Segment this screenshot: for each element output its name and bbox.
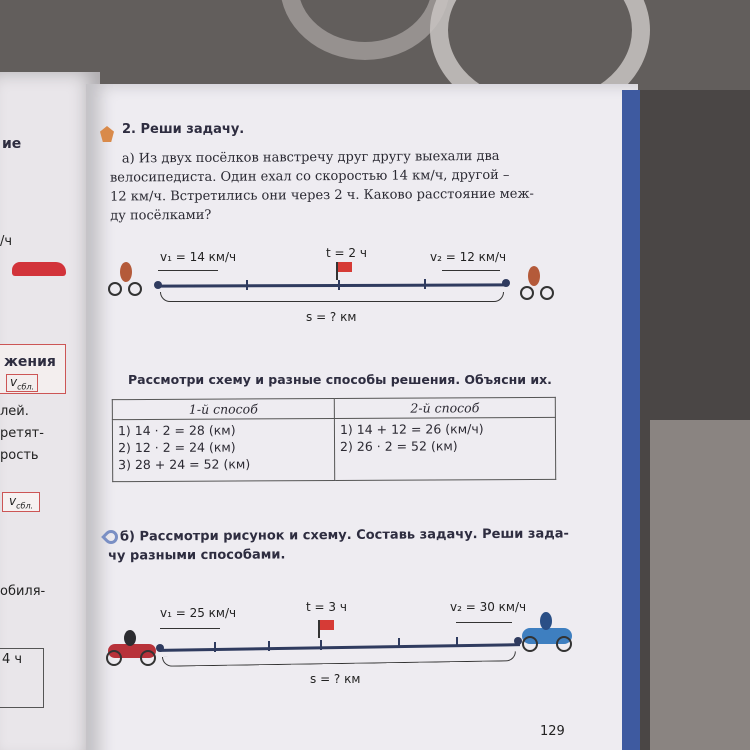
- town-dot: [514, 637, 522, 645]
- motorcycle-wheel-icon: [140, 650, 156, 666]
- bicycle-wheel-icon: [540, 286, 554, 300]
- left-fragment: /ч: [0, 234, 13, 249]
- task-title: 2. Реши задачу.: [122, 122, 245, 137]
- arrow-right: [158, 270, 218, 271]
- left-fragment-sub: сбл.: [17, 382, 35, 392]
- line-tick: [320, 640, 322, 650]
- left-fragment-sub: сбл.: [16, 501, 34, 511]
- left-fragment: рость: [0, 448, 39, 463]
- method-2-cell: [334, 417, 555, 480]
- car-icon: [12, 262, 66, 276]
- left-fragment: ие: [2, 136, 22, 152]
- rider-icon: [124, 630, 136, 646]
- arrow-right: [160, 628, 220, 629]
- left-fragment-v: v: [9, 494, 17, 508]
- diagram-b-v2: v₂ = 30 км/ч: [450, 600, 527, 614]
- line-tick: [424, 279, 426, 289]
- background-tile: [650, 420, 750, 750]
- line-tick: [398, 638, 400, 648]
- line-tick: [268, 641, 270, 651]
- task-a-text: [110, 146, 561, 225]
- diagram-b-v1: v₁ = 25 км/ч: [160, 606, 237, 620]
- cyclist-icon: [120, 262, 132, 282]
- arrow-left: [442, 270, 500, 271]
- task-b-text: [108, 524, 570, 565]
- task-b-line: чу разными способами.: [108, 547, 286, 564]
- method-2-step: 1) 14 + 12 = 26 (км/ч): [339, 421, 484, 437]
- arrow-left: [456, 622, 512, 623]
- left-fragment: жения: [4, 354, 56, 370]
- bicycle-wheel-icon: [108, 282, 122, 296]
- left-fragment: ретят-: [0, 426, 44, 441]
- book-spine: [622, 90, 640, 750]
- left-fragment: [6, 374, 38, 392]
- page-number: 129: [540, 724, 565, 739]
- left-fragment: 4 ч: [2, 652, 23, 667]
- motorcycle-wheel-icon: [556, 636, 572, 652]
- method-1-header: 1-й способ: [112, 398, 334, 419]
- task-a-line: велосипедиста. Один ехал со скоростью 14 км/ч, другой –: [109, 167, 510, 186]
- method-1-cell: [112, 418, 334, 481]
- task-b-line: б) Рассмотри рисунок и схему. Составь задачу. Реши зада-: [119, 526, 569, 545]
- motorcycle-wheel-icon: [106, 650, 122, 666]
- motorcycle-wheel-icon: [522, 636, 538, 652]
- left-fragment-v: v: [10, 375, 18, 389]
- method-1-step: 3) 28 + 24 = 52 (км): [118, 456, 251, 473]
- flag-icon: [320, 620, 334, 630]
- instruction-text: Рассмотри схему и разные способы решения. Объясни их.: [128, 372, 552, 387]
- diagram-b-t: t = 3 ч: [306, 600, 347, 614]
- diagram-b-s: s = ? км: [310, 672, 361, 686]
- bicycle-wheel-icon: [128, 282, 142, 296]
- village-dot: [502, 279, 510, 287]
- diagram-a-v1: v₁ = 14 км/ч: [160, 250, 237, 264]
- task-a-line: 12 км/ч. Встретились они через 2 ч. Каково расстояние меж-: [110, 186, 534, 205]
- method-1-step: 2) 12 · 2 = 24 (км): [118, 439, 236, 456]
- table-header-row: [112, 397, 555, 419]
- table-row: [112, 417, 555, 481]
- methods-table: [112, 397, 556, 482]
- diagram-a-s: s = ? км: [306, 310, 357, 324]
- method-2-step: 2) 26 · 2 = 52 (км): [339, 438, 458, 454]
- diagram-a-v2: v₂ = 12 км/ч: [430, 250, 507, 264]
- method-2-header: 2-й способ: [334, 397, 555, 418]
- bicycle-wheel-icon: [520, 286, 534, 300]
- diagram-a-t: t = 2 ч: [326, 246, 367, 260]
- line-tick: [456, 637, 458, 647]
- method-1-step: 1) 14 · 2 = 28 (км): [117, 422, 236, 439]
- distance-brace: [160, 292, 504, 302]
- task-a-line: ду посёлками?: [110, 207, 212, 224]
- line-tick: [246, 280, 248, 290]
- left-fragment: лей.: [0, 404, 29, 419]
- line-tick: [214, 642, 216, 652]
- left-fragment: [2, 492, 40, 512]
- cyclist-icon: [528, 266, 540, 286]
- left-fragment: обиля-: [0, 584, 46, 599]
- line-tick: [338, 280, 340, 290]
- flag-icon: [338, 262, 352, 272]
- task-a-line: а) Из двух посёлков навстречу друг другу выехали два: [121, 148, 500, 167]
- rider-icon: [540, 612, 552, 630]
